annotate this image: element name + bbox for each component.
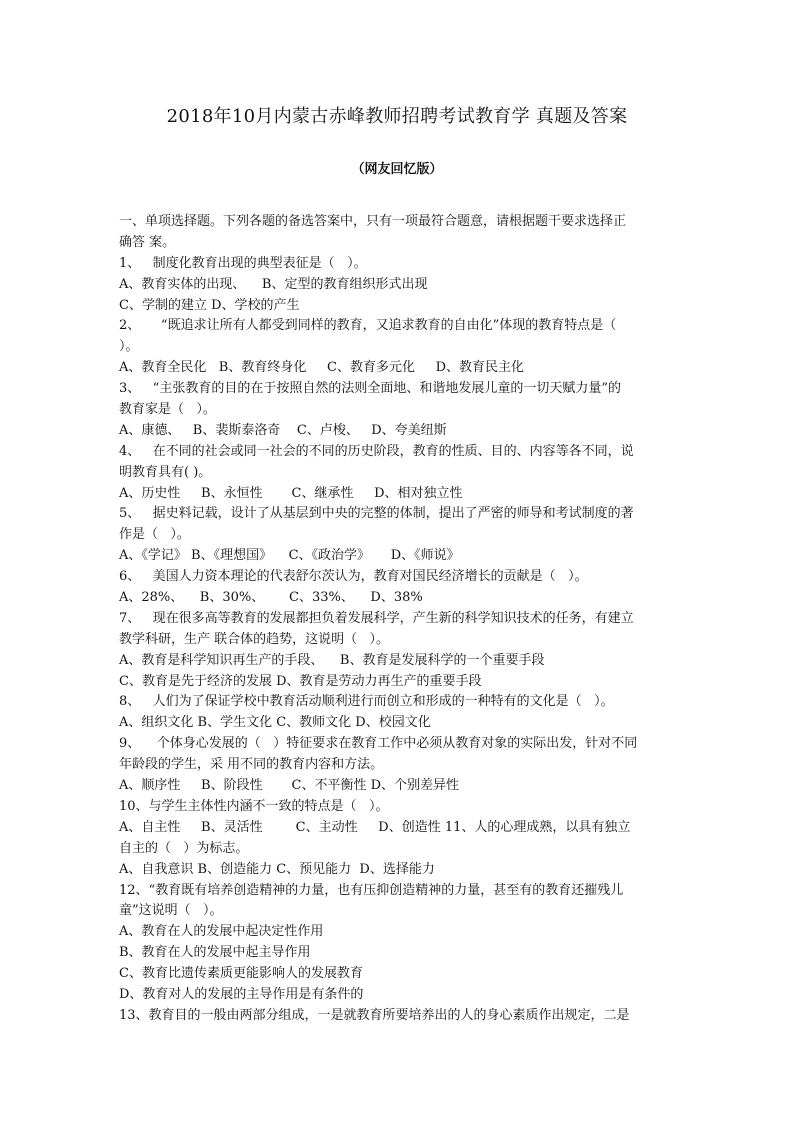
text-line: A、《学记》 B、《理想国》 C、《政治学》 D、《师说》 [119,548,460,564]
text-line: 8、 人们为了保证学校中教育活动顺利进行而创立和形成的一种特有的文化是（ ）。 [119,694,614,710]
text-line: 作是（ ）。 [119,527,190,543]
text-line: A、教育全民化 B、教育终身化 C、教育多元化 D、教育民主化 [119,360,525,376]
text-line: 2、 “既追求让所有人都受到同样的教育，又追求教育的自由化”体现的教育特点是（ [119,318,617,334]
text-line: 9、 个体身心发展的（ ）特征要求在教育工作中必须从教育对象的实际出发，针对不同 [119,736,638,752]
text-line: 教育家是（ ）。 [119,402,216,418]
text-line: 6、 美国人力资本理论的代表舒尔茨认为，教育对国民经济增长的贡献是（ ）。 [119,569,588,585]
text-line: 教学科研，生产 联合体的趋势，这说明（ ）。 [119,631,390,647]
text-line: 5、 据史料记载，设计了从基层到中央的完整的体制，提出了严密的师导和考试制度的著 [119,506,634,522]
text-line: A、组织文化 B、学生文化 C、教师文化 D、校园文化 [119,715,431,731]
text-line: C、教育比遗传素质更能影响人的发展教育 [119,966,363,982]
text-line: ）。 [119,339,139,355]
text-line: 明教育具有( )。 [119,464,212,480]
text-line: A、顺序性 B、阶段性 C、不平衡性 D、个别差异性 [119,778,460,794]
text-line: 10、与学生主体性内涵不一致的特点是（ ）。 [119,798,389,814]
text-line: D、教育对人的发展的主导作用是有条件的 [119,986,364,1002]
text-line: 12、“教育既有培养创造精神的力量，也有压抑创造精神的力量，甚至有的教育还摧残儿 [119,882,624,898]
text-line: 3、 “主张教育的目的在于按照自然的法则全面地、和谐地发展儿童的一切天赋力量”的 [119,381,621,397]
text-line: A、教育是科学知识再生产的手段、 B、教育是发展科学的一个重要手段 [119,652,545,668]
text-line: A、28%、 B、30%、 C、33%、 D、38% [119,590,423,606]
text-line: 童”这说明（ ）。 [119,903,223,919]
text-line: C、教育是先于经济的发展 D、教育是劳动力再生产的重要手段 [119,673,482,689]
document-body [119,212,679,1027]
text-line: 确答 案。 [119,234,176,250]
text-line: B、教育在人的发展中起主导作用 [119,945,311,961]
text-line: A、自我意识 B、创造能力 C、预见能力 D、选择能力 [119,861,435,877]
text-line: C、学制的建立 D、学校的产生 [119,297,300,313]
text-line: A、历史性 B、永恒性 C、继承性 D、相对独立性 [119,485,463,501]
text-line: 年龄段的学生，采 用不同的教育内容和方法。 [119,757,384,773]
text-line: 自主的（ ）为标志。 [119,840,249,856]
text-line: A、康德、 B、裴斯泰洛奇 C、卢梭、 D、夸美纽斯 [119,422,447,438]
page-subtitle: （网友回忆版） [351,162,443,177]
text-line: 1、 制度化教育出现的典型表征是（ ）。 [119,255,367,271]
text-line: A、自主性 B、灵活性 C、主动性 D、创造性 11、人的心理成熟，以具有独立 [119,819,631,835]
text-line: 13、教育目的一般由两部分组成，一是就教育所要培养出的人的身心素质作出规定，二是 [119,1007,630,1023]
text-line: A、教育在人的发展中起决定性作用 [119,924,324,940]
text-line: A、教育实体的出现、 B、定型的教育组织形式出现 [119,276,428,292]
text-line: 一、单项选择题。下列各题的备选答案中，只有一项最符合题意，请根据题干要求选择正 [119,214,627,229]
text-line: 4、 在不同的社会或同一社会的不同的历史阶段，教育的性质、目的、内容等各不同，说 [119,443,634,459]
page-title: 2018年10月内蒙古赤峰教师招聘考试教育学 真题及答案 [166,106,628,127]
text-line: 7、 现在很多高等教育的发展都担负着发展科学，产生新的科学知识技术的任务，有建立 [119,610,634,626]
